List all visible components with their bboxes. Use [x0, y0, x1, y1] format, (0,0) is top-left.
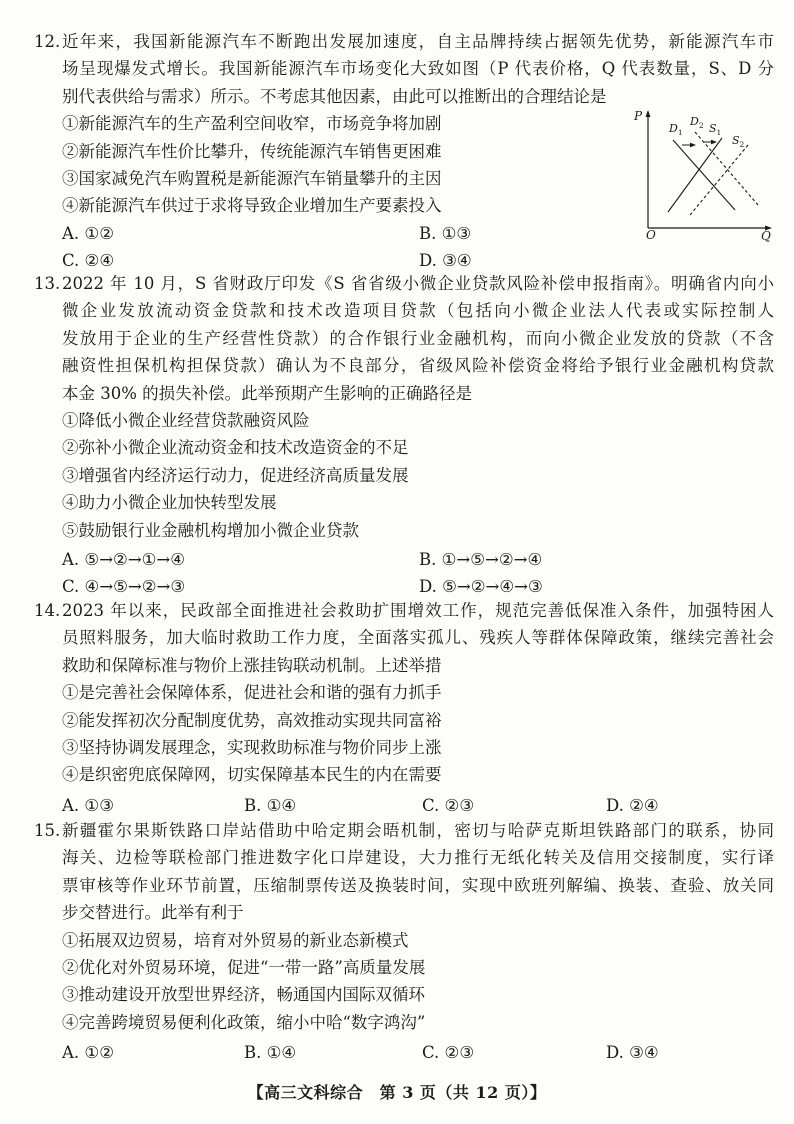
stem-line: 2022 年 10 月，S 省财政厅印发《S 省省级小微企业贷款风险补偿申报指南》。明确省内向小: [62, 274, 774, 293]
statement: ③增强省内经济运行动力，促进经济高质量发展: [62, 465, 409, 485]
statement: ④新能源汽车供过于求将导致企业增加生产要素投入: [62, 196, 442, 216]
choice-b: B. ①④: [244, 1043, 297, 1063]
statement: ④助力小微企业加快转型发展: [62, 493, 277, 513]
choice-a: A. ⑤→②→①→④: [62, 550, 186, 570]
statement: ①降低小微企业经营贷款融资风险: [62, 411, 310, 431]
statement: ②能发挥初次分配制度优势，高效推动实现共同富裕: [62, 710, 442, 730]
page-footer: 【高三文科综合 第 3 页（共 12 页）】: [247, 1083, 547, 1102]
statement: ①拓展双边贸易，培育对外贸易的新业态新模式: [62, 930, 409, 950]
statement: ④是织密兜底保障网，切实保障基本民生的内在需要: [62, 765, 442, 785]
origin-label: O: [646, 228, 656, 242]
statement: ②新能源汽车性价比攀升，传统能源汽车销售更困难: [62, 141, 442, 161]
supply-demand-graph: [626, 106, 776, 242]
stem-line: 新疆霍尔果斯铁路口岸站借助中哈定期会晤机制，密切与哈萨克斯坦铁路部门的联系，协同: [62, 821, 774, 840]
curve-label-s2: $S_2$: [732, 134, 745, 149]
curve-label-d1: $D_1$: [669, 122, 683, 137]
curve-d1: [673, 140, 735, 210]
question-body: [62, 270, 774, 544]
stem-line: 发放用于企业的生产经营性贷款）的合作银行业金融机构，而向小微企业发放的贷款（不含: [62, 328, 774, 348]
statement: ①新能源汽车的生产盈利空间收窄，市场竞争将加剧: [62, 114, 442, 134]
stem-line: 微企业发放流动资金贷款和技术改造项目贷款（包括向小微企业法人代表或实际控制人: [62, 301, 774, 321]
choice-d: D. ②④: [606, 795, 659, 815]
choice-d: D. ⑤→②→④→③: [419, 577, 543, 597]
curve-label-d2: $D_2$: [690, 115, 704, 130]
choice-a: A. ①②: [62, 1043, 114, 1063]
choice-b: B. ①→⑤→②→④: [419, 550, 543, 570]
statement: ④完善跨境贸易便利化政策，缩小中哈“数字鸿沟”: [62, 1012, 426, 1032]
stem-line: 救助和保障标准与物价上涨挂钩联动机制。上述举措: [62, 655, 442, 675]
stem-line: 海关、边检等联检部门推进数字化口岸建设，大力推行无纸化转关及信用交接制度，实行译: [62, 848, 774, 868]
choice-c: C. ④→⑤→②→③: [62, 577, 186, 597]
statement: ②弥补小微企业流动资金和技术改造资金的不足: [62, 438, 409, 458]
p-axis-label: P: [634, 109, 643, 123]
curve-label-s1: $S_1$: [709, 122, 722, 137]
question-13: [34, 270, 774, 601]
choices-row: [34, 792, 774, 819]
question-body: [62, 597, 774, 789]
statement: ⑤鼓励银行业金融机构增加小微企业贷款: [62, 520, 359, 540]
choice-d: D. ③④: [419, 251, 472, 271]
question-body: [62, 817, 774, 1036]
stem-line: 2023 年以来，民政部全面推进社会救助扩围增效工作，规范完善低保准入条件，加强特困人: [62, 601, 774, 620]
question-14: [34, 597, 774, 819]
choice-c: C. ②③: [422, 795, 475, 815]
stem-line: 别代表供给与需求）所示。不考虑其他因素，由此可以推断出的合理结论是: [62, 86, 607, 106]
choices-row: [34, 1039, 774, 1066]
question-15: [34, 817, 774, 1067]
choices-row: [34, 546, 774, 573]
stem-line: 本金 30% 的损失补偿。此举预期产生影响的正确路径是: [62, 383, 473, 403]
stem-line: 融资性担保机构担保贷款）确认为不良部分，省级风险补偿资金将给予银行业金融机构贷款: [62, 356, 774, 376]
curve-s2: [690, 145, 748, 215]
choice-c: C. ②④: [62, 251, 115, 271]
question-number: 15.: [34, 821, 61, 840]
stem-line: 员照料服务，加大临时救助工作力度，全面落实孤儿、残疾人等群体保障政策，继续完善社会: [62, 628, 774, 648]
stem-line: 票审核等作业环节前置，压缩制票传送及换装时间，实现中欧班列解编、换装、查验、放关同: [62, 875, 774, 895]
shift-arrow-s-head: [711, 140, 717, 145]
q-axis-label: Q: [761, 229, 771, 242]
statement: ③国家减免汽车购置税是新能源汽车销量攀升的主因: [62, 169, 442, 189]
stem-line: 近年来，我国新能源汽车不断跑出发展加速度，自主品牌持续占据领先优势，新能源汽车市: [62, 32, 774, 51]
choice-d: D. ③④: [606, 1043, 659, 1063]
choice-c: C. ②③: [422, 1043, 475, 1063]
choice-b: B. ①③: [419, 223, 472, 243]
stem-line: 场呈现爆发式增长。我国新能源汽车市场变化大致如图（P 代表价格，Q 代表数量，S、D 分: [62, 59, 774, 79]
stem-line: 步交替进行。此举有利于: [62, 903, 244, 923]
question-number: 13.: [34, 274, 61, 293]
p-axis-arrow: [646, 110, 651, 117]
choice-a: A. ①③: [62, 795, 114, 815]
curve-d2: [695, 132, 758, 205]
question-number: 12.: [34, 32, 61, 51]
choice-a: A. ①②: [62, 223, 114, 243]
statement: ③坚持协调发展理念，实现救助标准与物价同步上涨: [62, 738, 442, 758]
statement: ①是完善社会保障体系，促进社会和谐的强有力抓手: [62, 683, 442, 703]
statement: ③推动建设开放型世界经济，畅通国内国际双循环: [62, 985, 425, 1005]
statement: ②优化对外贸易环境，促进“一带一路”高质量发展: [62, 958, 426, 978]
choice-b: B. ①④: [244, 795, 297, 815]
shift-arrow-d-head: [690, 143, 696, 148]
curve-s1: [668, 138, 722, 212]
question-number: 14.: [34, 601, 61, 620]
